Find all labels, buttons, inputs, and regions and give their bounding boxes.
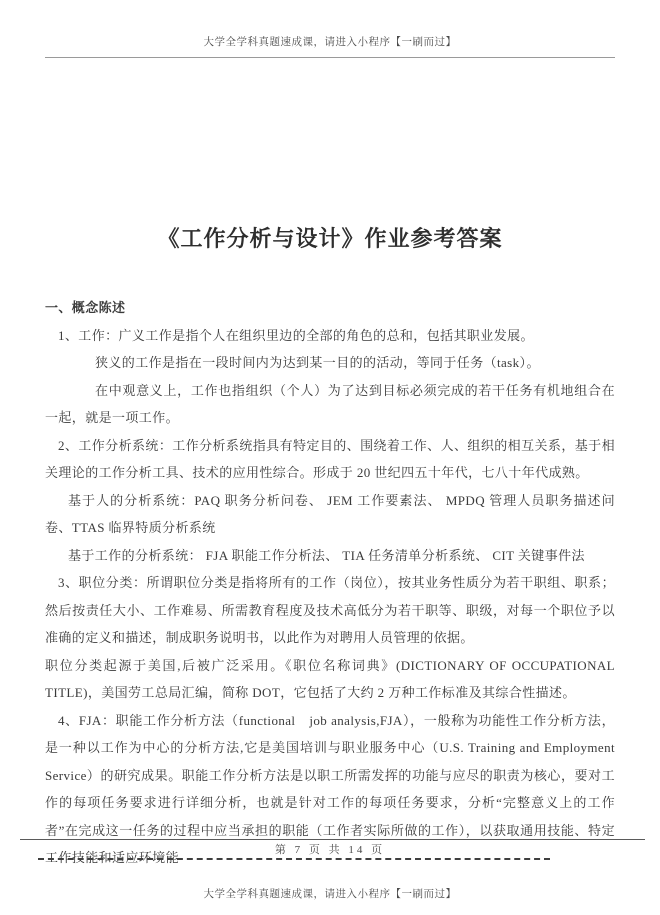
footer-divider bbox=[20, 839, 645, 840]
paragraph: 狭义的工作是指在一段时间内为达到某一目的的活动，等同于任务（task）。 bbox=[95, 355, 540, 370]
paragraph: 4、FJA：职能工作分析方法（functional job analysis,FJA），一般称为功能性工作分析方法，是一种以工作为中心的分析方法,它是美国培训与职业服务中心（U.S. Training and Employment Service）的研究成果。职能工作分析方法是以职工所需发挥的功能与应尽的职责为核心，要对工作的每项任务要求进行详细分析，也就是针对工作的每项任务要求，分析“完整意义上的工作者”在完成这一任务的过程中应当承担的职能（工作者实际所做的工作），以获取通用技能、特定工作技能和适应环境能 bbox=[45, 712, 615, 865]
paragraph: 基于人的分析系统：PAQ 职务分析问卷、 JEM 工作要素法、 MPDQ 管理人员职务描述问卷、TTAS 临界特质分析系统 bbox=[45, 492, 615, 535]
paragraph: 3、职位分类：所谓职位分类是指将所有的工作（岗位），按其业务性质分为若干职组、职系；然后按责任大小、工作难易、所需教育程度及技术高低分为若干职等、职级，对每一个职位予以准确的定义和描述，制成职务说明书，以此作为对聘用人员管理的依据。 bbox=[45, 575, 615, 645]
section-heading: 一、概念陈述 bbox=[45, 300, 126, 315]
footer-note: 大学全学科真题速成课，请进入小程序【一刷而过】 bbox=[203, 889, 457, 900]
header-divider bbox=[45, 57, 615, 58]
paragraph: 职位分类起源于美国,后被广泛采用。《职位名称词典》(DICTIONARY OF OCCUPATIONAL TITLE)，美国劳工总局汇编，简称 DOT，它包括了大约 2 万种工作标准及其综合性描述。 bbox=[45, 657, 615, 700]
dashed-divider bbox=[38, 858, 550, 860]
paragraph: 1、工作：广义工作是指个人在组织里边的全部的角色的总和，包括其职业发展。 bbox=[58, 327, 534, 343]
paragraph: 基于工作的分析系统： FJA 职能工作分析法、 TIA 任务清单分析系统、 CIT 关键事件法 bbox=[68, 547, 585, 563]
paragraph: 2、工作分析系统：工作分析系统指具有特定目的、围绕着工作、人、组织的相互关系，基于相关理论的工作分析工具、技术的应用性综合。形成于 20 世纪四五十年代，七八十年代成熟。 bbox=[45, 437, 615, 480]
page-title: 《工作分析与设计》作业参考答案 bbox=[157, 226, 503, 251]
paragraph: 在中观意义上，工作也指组织（个人）为了达到目标必须完成的若干任务有机地组合在一起，就是一项工作。 bbox=[45, 382, 615, 425]
header-note: 大学全学科真题速成课，请进入小程序【一刷而过】 bbox=[203, 37, 457, 48]
page-number: 第 7 页 共 14 页 bbox=[274, 844, 386, 856]
document-body bbox=[45, 294, 615, 872]
